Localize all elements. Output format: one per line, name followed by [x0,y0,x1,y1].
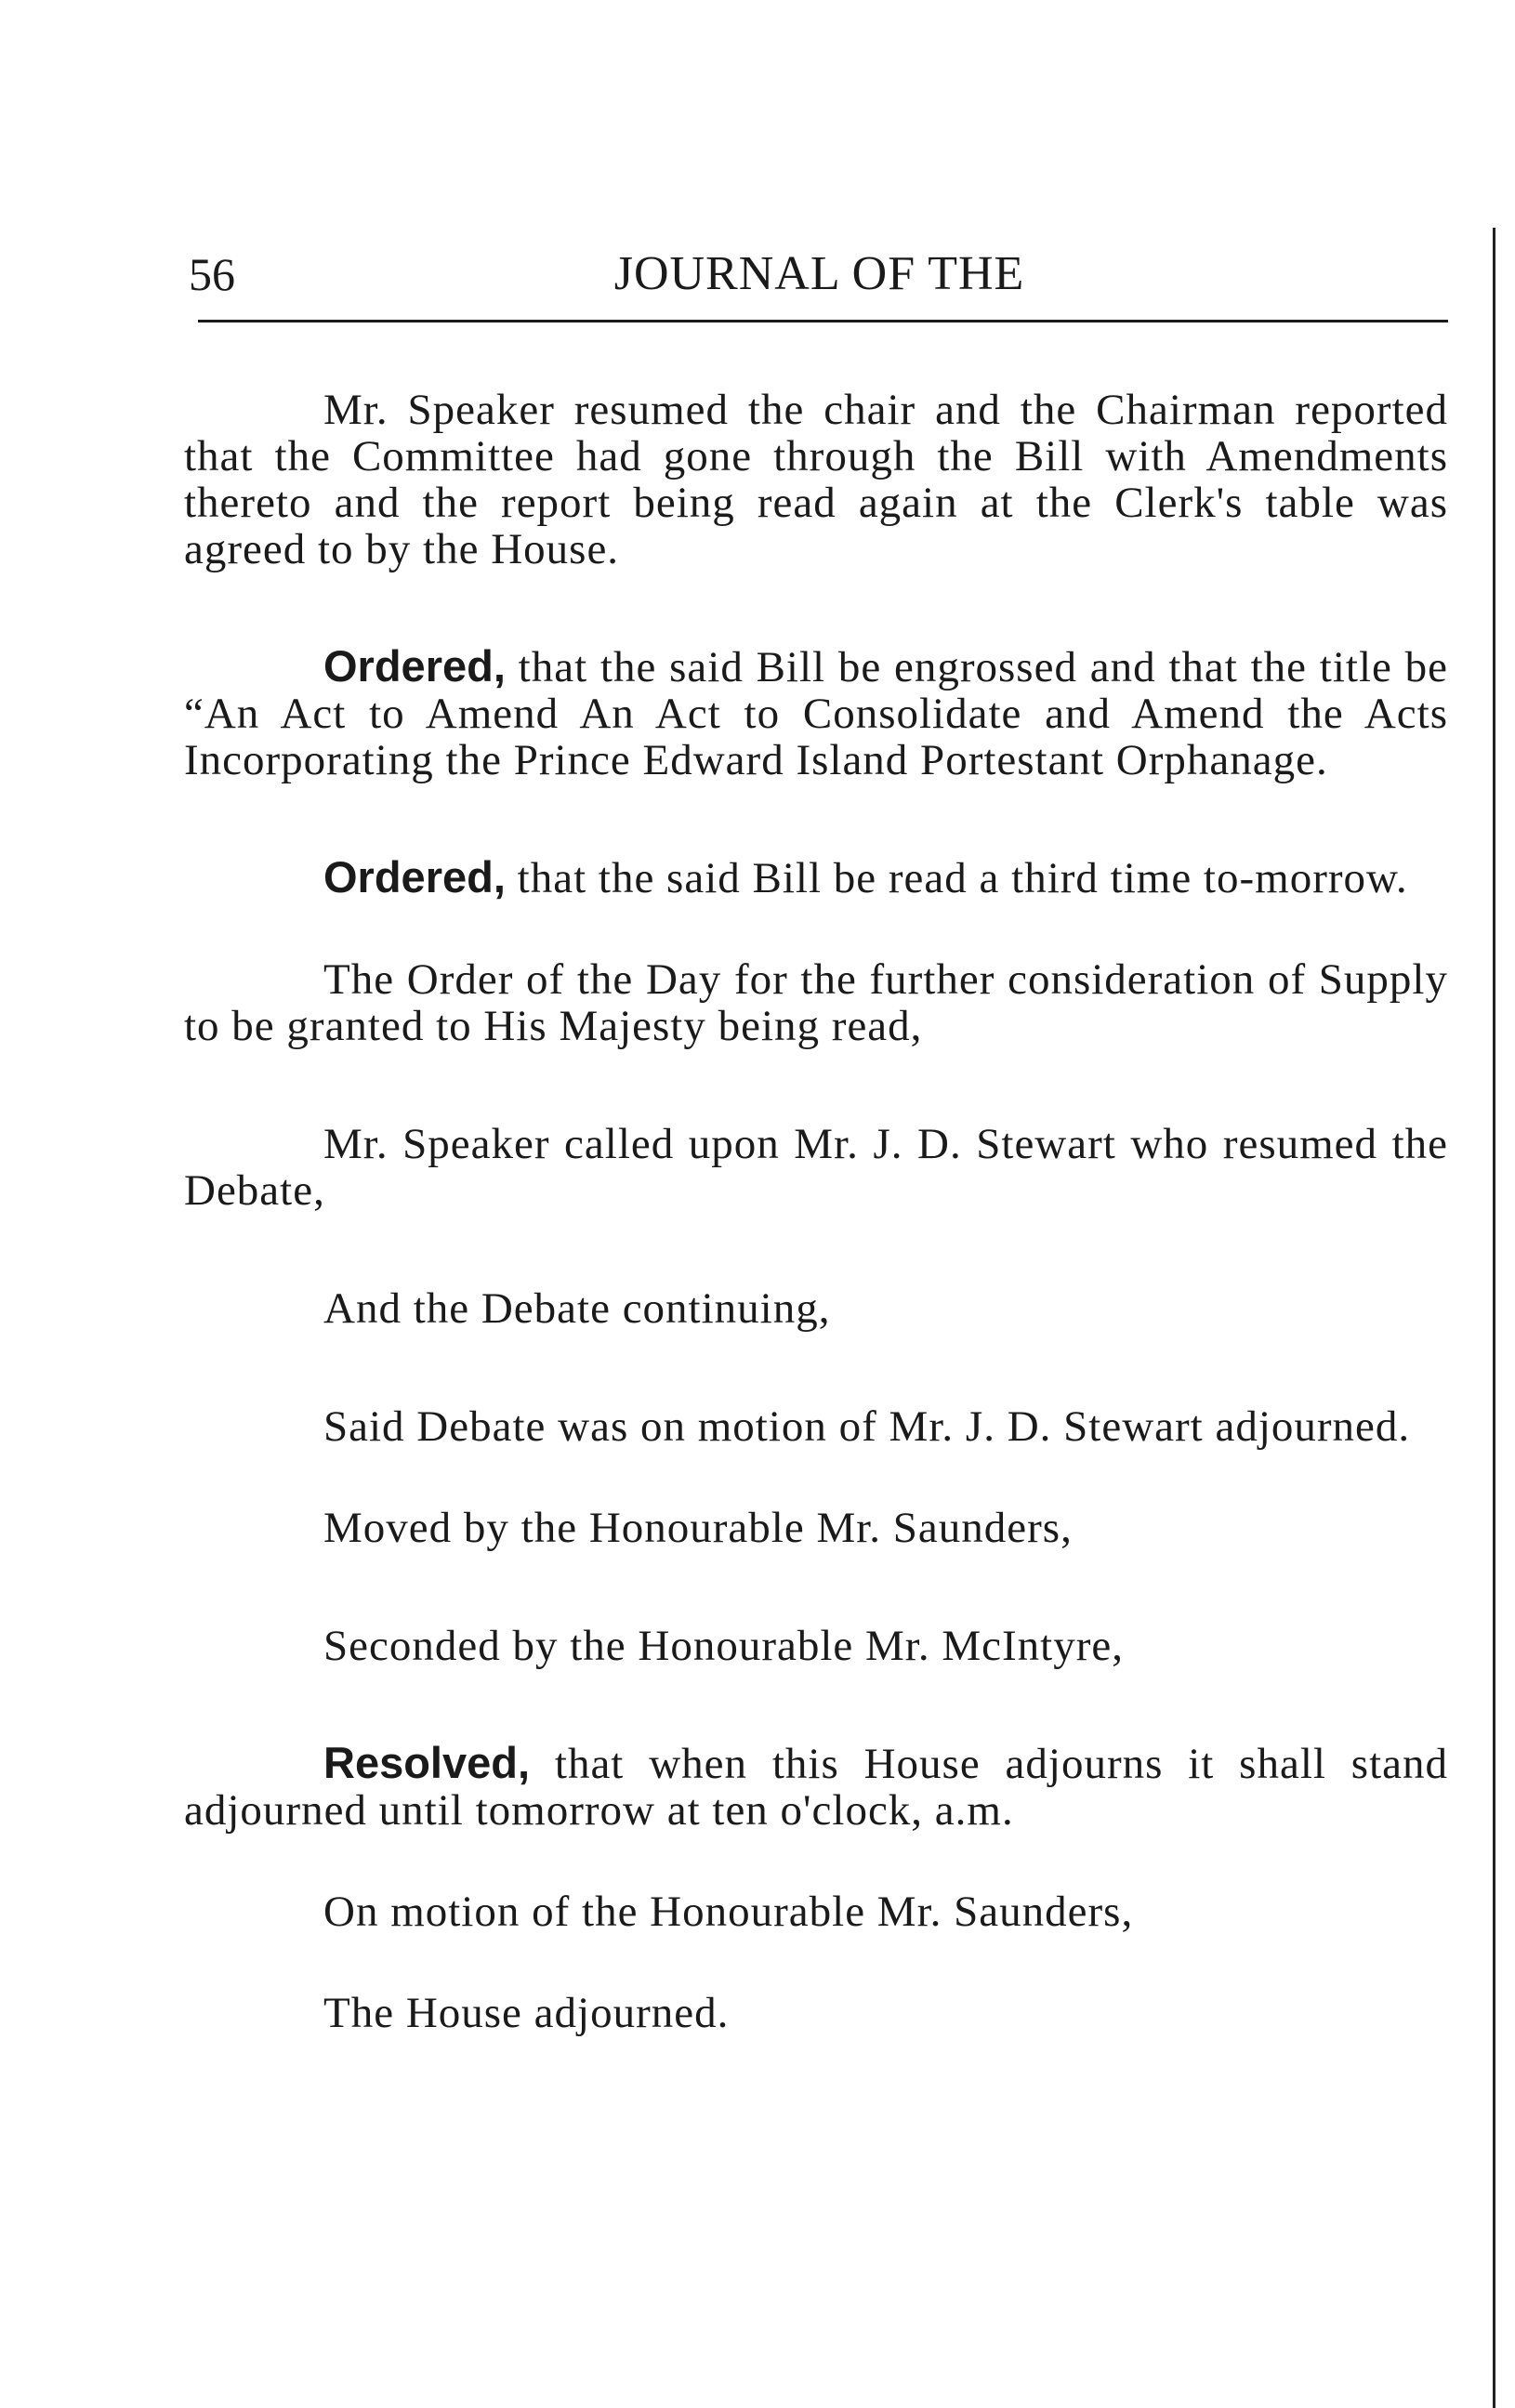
running-title: JOURNAL OF THE [613,247,1025,300]
header-rule [198,320,1448,322]
resolved-label: Resolved, [323,1738,531,1787]
page-header [189,246,1450,302]
ordered-label: Ordered, [323,641,506,691]
paragraph-resolved: Resolved, that when this House adjourns it shall stand adjourned until tomorrow at ten o'clock, a.m. [184,1738,1448,1835]
paragraph-debate-continuing: And the Debate continuing, [323,1284,831,1333]
paragraph-house-adjourned: The House adjourned. [323,1989,730,2037]
paragraph-ordered-third-reading: Ordered, that the said Bill be read a third time to-morrow. [323,852,1408,902]
paragraph-speaker-called: Mr. Speaker called upon Mr. J. D. Stewart who resumed the Debate, [184,1120,1448,1215]
ordered-label: Ordered, [323,852,506,901]
journal-body [184,386,1448,2107]
paragraph-order-of-day: The Order of the Day for the further consideration of Supply to be granted to His Majesty being read, [184,955,1448,1050]
paragraph-moved-by: Moved by the Honourable Mr. Saunders, [323,1504,1073,1552]
paragraph-ordered-engrossed: Ordered, that the said Bill be engrossed and that the title be “An Act to Amend An Act to Consolidate and Amend the Acts Incorporating the Prince Edward Island Portestant Orphanage. [184,641,1448,784]
paragraph-seconded-by: Seconded by the Honourable Mr. McIntyre, [323,1622,1124,1670]
page-number: 56 [189,248,235,300]
paragraph-debate-adjourned: Said Debate was on motion of Mr. J. D. Stewart adjourned. [323,1402,1411,1451]
paragraph-speaker-resumed: Mr. Speaker resumed the chair and the Chairman reported that the Committee had gone through the Bill with Amendments thereto and the report being read again at the Clerk's table was agreed to by the House. [184,386,1448,573]
paragraph-on-motion: On motion of the Honourable Mr. Saunders, [323,1888,1134,1936]
page-edge-line [1493,228,1495,2408]
